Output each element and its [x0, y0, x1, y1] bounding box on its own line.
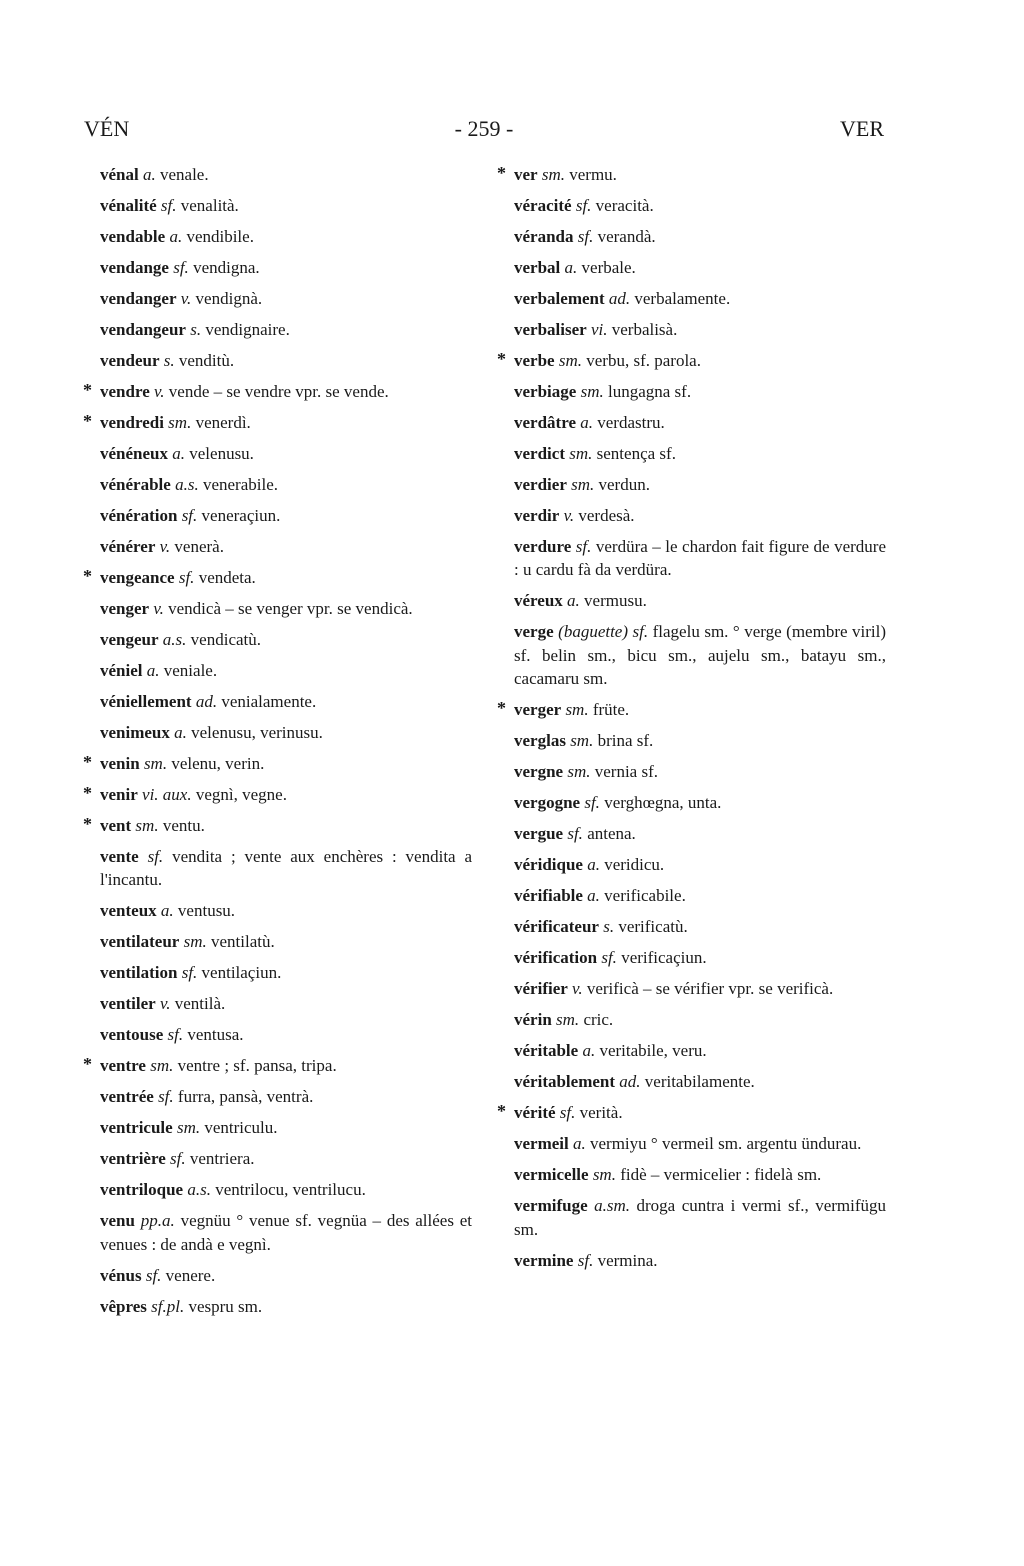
grammar-label: a.	[172, 444, 185, 463]
definition: brina sf.	[597, 731, 654, 751]
definition: furra, pansà, ventrà.	[177, 1087, 314, 1107]
definition: ventriculu.	[204, 1118, 278, 1138]
grammar-label: v.	[563, 506, 575, 525]
dictionary-entry	[514, 225, 886, 248]
grammar-label: sf.	[160, 196, 177, 215]
grammar-label: sf.	[601, 948, 617, 968]
grammar-label: sm.	[558, 351, 582, 370]
grammar-label: v.	[180, 289, 192, 308]
frequent-word-marker: *	[83, 411, 92, 431]
definition: venerabile.	[202, 475, 278, 494]
headword: venteux	[100, 901, 157, 921]
grammar-label: sm.	[592, 1165, 616, 1185]
headword: véritablement	[514, 1072, 616, 1092]
definition: fidè – vermicelier : fidelà sm.	[620, 1165, 822, 1185]
dictionary-entry	[100, 256, 472, 279]
dictionary-entry	[514, 620, 886, 690]
dictionary-entry	[100, 721, 472, 744]
dictionary-entry	[514, 1132, 886, 1155]
dictionary-entry	[100, 1264, 472, 1287]
definition: veneraçiun.	[201, 506, 281, 525]
headword: vermeil	[514, 1134, 569, 1154]
definition: veracità.	[595, 196, 654, 215]
grammar-label: s.	[603, 917, 615, 937]
grammar-label: a.	[564, 258, 578, 277]
definition: vendicà – se venger vpr. se vendicà.	[168, 599, 413, 618]
definition: flagelu sm. ° verge (membre viril) sf. belin sm., bicu sm., aujelu sm., batayu sm., cacamaru sm.	[514, 622, 887, 689]
definition: verbale.	[581, 258, 636, 277]
headword: verbal	[514, 258, 561, 277]
definition: antena.	[587, 824, 636, 844]
headword: vérificateur	[514, 917, 599, 937]
frequent-word-marker: *	[497, 1101, 506, 1122]
definition: ventilatù.	[210, 932, 275, 952]
headword: venimeux	[100, 723, 170, 742]
grammar-label: (baguette) sf.	[558, 622, 649, 642]
definition: vermusu.	[584, 591, 647, 611]
dictionary-entry	[514, 1194, 886, 1241]
grammar-label: sm.	[176, 1118, 201, 1138]
dictionary-entry	[514, 411, 886, 434]
dictionary-entry	[514, 1163, 886, 1186]
definition: verificà – se vérifier vpr. se verificà.	[586, 979, 834, 999]
headword: ventouse	[100, 1025, 164, 1045]
grammar-label: s.	[190, 320, 202, 339]
definition: cric.	[583, 1010, 614, 1030]
headword: vénérer	[100, 537, 156, 556]
dictionary-entry	[100, 845, 472, 892]
dictionary-entry	[514, 256, 886, 279]
frequent-word-marker: *	[497, 163, 506, 183]
headword: vendre	[100, 382, 150, 401]
grammar-label: sm.	[168, 413, 192, 432]
definition: verificabile.	[604, 886, 686, 906]
dictionary-entry	[83, 814, 472, 837]
headword: vermine	[514, 1250, 574, 1270]
frequent-word-marker: *	[497, 349, 506, 369]
grammar-label: s.	[163, 351, 175, 370]
dictionary-entry	[100, 163, 472, 186]
grammar-label: a.s.	[187, 1180, 211, 1200]
dictionary-entry	[100, 659, 472, 682]
headword: vent	[100, 816, 132, 835]
definition: verdun.	[598, 475, 650, 494]
grammar-label: sm.	[569, 444, 593, 463]
dictionary-entry	[514, 853, 886, 876]
grammar-label: sf.	[158, 1087, 174, 1107]
definition: ventilaçiun.	[201, 963, 282, 983]
grammar-label: sf.	[181, 506, 198, 525]
grammar-label: sf.	[178, 568, 195, 587]
definition: velenusu, verinusu.	[191, 723, 323, 742]
grammar-label: a.	[587, 855, 600, 875]
definition: vendita ; vente aux enchères : vendita a l'incantu.	[100, 847, 473, 890]
headword: vénus	[100, 1265, 142, 1285]
definition: vegnì, vegne.	[195, 785, 287, 804]
grammar-label: sm.	[541, 165, 565, 184]
definition: vermu.	[569, 165, 617, 184]
dictionary-entry	[514, 473, 886, 496]
definition: verdüra – le chardon fait figure de verdure : u cardu fà da verdüra.	[514, 537, 887, 580]
grammar-label: sf.	[584, 793, 600, 813]
frequent-word-marker: *	[497, 698, 506, 719]
dictionary-entry	[100, 473, 472, 496]
headword: ventilation	[100, 963, 178, 983]
definition: ventre ; sf. pansa, tripa.	[177, 1056, 337, 1076]
dictionary-entry	[100, 1147, 472, 1170]
definition: velenu, verin.	[171, 754, 265, 773]
grammar-label: ad.	[195, 692, 218, 711]
headword: verdict	[514, 444, 565, 463]
headword: vergue	[514, 824, 564, 844]
grammar-label: sm.	[567, 762, 591, 782]
dictionary-entry	[100, 899, 472, 922]
definition: vende – se vendre vpr. se vende.	[168, 382, 389, 401]
headword: véranda	[514, 227, 574, 246]
definition: vendeta.	[198, 568, 256, 587]
dictionary-entry	[100, 349, 472, 372]
dictionary-entry	[100, 690, 472, 713]
headword: verbaliser	[514, 320, 587, 339]
headword: ventiler	[100, 994, 156, 1014]
dictionary-entry	[100, 628, 472, 651]
headword: ventrière	[100, 1149, 166, 1169]
definition: verdesà.	[578, 506, 635, 525]
dictionary-entry	[514, 977, 886, 1000]
definition: venale.	[159, 165, 209, 184]
dictionary-entry	[83, 1054, 472, 1077]
definition: vendignaire.	[205, 320, 290, 339]
definition: ventu.	[162, 816, 205, 835]
grammar-label: sm.	[556, 1010, 580, 1030]
headword: vermicelle	[514, 1165, 589, 1185]
definition: verità.	[579, 1103, 623, 1123]
dictionary-entry	[100, 287, 472, 310]
definition: vendignà.	[195, 289, 263, 308]
dictionary-entry	[514, 194, 886, 217]
dictionary-entry	[83, 380, 472, 403]
headword: venu	[100, 1211, 135, 1231]
dictionary-entry	[100, 1023, 472, 1046]
headword: vérité	[514, 1103, 556, 1123]
definition: vegnüu ° venue sf. vegnüa – des allées et venues : de andà e vegnì.	[100, 1211, 473, 1254]
left-column	[83, 163, 473, 1326]
frequent-word-marker: *	[83, 1054, 92, 1075]
grammar-label: a.	[567, 591, 580, 611]
headword: vendanger	[100, 289, 177, 308]
definition: ventrilocu, ventrilucu.	[215, 1180, 366, 1200]
frequent-word-marker: *	[83, 380, 92, 400]
headword: venger	[100, 599, 150, 618]
frequent-word-marker: *	[83, 814, 92, 834]
headword: ventrée	[100, 1087, 154, 1107]
definition: verbalisà.	[611, 320, 678, 339]
dictionary-entry	[100, 992, 472, 1015]
headword: vendangeur	[100, 320, 186, 339]
dictionary-entry	[100, 1116, 472, 1139]
grammar-label: sf.	[577, 1250, 594, 1270]
headword: vénérable	[100, 475, 171, 494]
grammar-label: sf.	[147, 847, 164, 866]
dictionary-entry	[100, 318, 472, 341]
headword: ventilateur	[100, 932, 180, 952]
grammar-label: sf.	[575, 196, 592, 215]
headword: vendange	[100, 258, 169, 277]
grammar-label: sm.	[183, 932, 207, 952]
grammar-label: a.	[174, 723, 187, 742]
grammar-label: v.	[572, 979, 583, 999]
headword: vérin	[514, 1010, 552, 1030]
dictionary-entry	[514, 1008, 886, 1031]
dictionary-entry	[100, 442, 472, 465]
headword: verbiage	[514, 382, 577, 401]
grammar-label: ad.	[608, 289, 631, 308]
right-column	[497, 163, 887, 1280]
definition: verificaçiun.	[621, 948, 707, 968]
headword: véridique	[514, 855, 583, 875]
definition: ventriera.	[189, 1149, 255, 1169]
definition: venerdì.	[195, 413, 251, 432]
dictionary-entry	[514, 1249, 886, 1272]
grammar-label: sf.	[181, 963, 198, 983]
headword: verdure	[514, 537, 572, 556]
headword: ver	[514, 165, 538, 184]
grammar-label: pp.a.	[140, 1211, 175, 1231]
dictionary-entry	[514, 287, 886, 310]
dictionary-entry	[514, 318, 886, 341]
grammar-label: v.	[154, 382, 165, 401]
header-right-guide-word: VER	[840, 116, 884, 141]
dictionary-entry	[100, 597, 472, 620]
dictionary-entry	[100, 504, 472, 527]
dictionary-entry	[514, 504, 886, 527]
grammar-label: sm.	[143, 754, 168, 773]
dictionary-entry	[514, 729, 886, 752]
grammar-label: v.	[159, 537, 171, 556]
headword: vermifuge	[514, 1196, 588, 1216]
headword: ventre	[100, 1056, 146, 1076]
dictionary-entry	[83, 752, 472, 775]
grammar-label: sf.	[567, 824, 583, 844]
headword: ventricule	[100, 1118, 173, 1138]
dictionary-entry	[514, 380, 886, 403]
grammar-label: sm.	[580, 382, 604, 401]
grammar-label: a.	[587, 886, 600, 906]
dictionary-entry	[497, 349, 886, 372]
headword: vénal	[100, 165, 139, 184]
headword: vengeance	[100, 568, 175, 587]
definition: venditù.	[178, 351, 235, 370]
headword: verdir	[514, 506, 560, 525]
definition: verandà.	[597, 227, 656, 246]
definition: vendibile.	[186, 227, 254, 246]
definition: sentença sf.	[596, 444, 676, 463]
grammar-label: sf.	[577, 227, 594, 246]
grammar-label: a.sm.	[594, 1196, 631, 1216]
dictionary-entry	[100, 225, 472, 248]
definition: verificatù.	[618, 917, 688, 937]
grammar-label: sm.	[565, 700, 589, 720]
headword: vergogne	[514, 793, 581, 813]
grammar-label: sm.	[571, 475, 595, 494]
headword: vénéneux	[100, 444, 168, 463]
grammar-label: sf.	[170, 1149, 186, 1169]
headword: véniel	[100, 661, 143, 680]
definition: verdastru.	[597, 413, 665, 432]
definition: ventusu.	[177, 901, 236, 921]
headword: vente	[100, 847, 139, 866]
headword: vendable	[100, 227, 166, 246]
grammar-label: sf.	[145, 1265, 162, 1285]
definition: verbu, sf. parola.	[586, 351, 701, 370]
definition: lungagna sf.	[607, 382, 692, 401]
definition: veniale.	[163, 661, 218, 680]
headword: véniellement	[100, 692, 192, 711]
headword: verger	[514, 700, 562, 720]
grammar-label: vi. aux.	[142, 785, 192, 804]
grammar-label: vi.	[590, 320, 608, 339]
definition: vespru sm.	[188, 1296, 263, 1316]
headword: vergne	[514, 762, 564, 782]
frequent-word-marker: *	[83, 783, 92, 803]
grammar-label: a.	[142, 165, 156, 184]
definition: venere.	[165, 1265, 216, 1285]
grammar-label: a.	[146, 661, 160, 680]
headword: véreux	[514, 591, 563, 611]
dictionary-entry	[514, 1039, 886, 1062]
headword: verbalement	[514, 289, 605, 308]
headword: vérifier	[514, 979, 568, 999]
frequent-word-marker: *	[83, 566, 92, 586]
dictionary-entry	[100, 1178, 472, 1201]
dictionary-entry	[514, 915, 886, 938]
frequent-word-marker: *	[83, 752, 92, 772]
headword: vengeur	[100, 630, 159, 649]
dictionary-entry	[100, 930, 472, 953]
grammar-label: a.	[580, 413, 593, 432]
dictionary-entry	[514, 1070, 886, 1093]
page-number: - 259 -	[454, 116, 514, 141]
definition: früte.	[592, 700, 630, 720]
headword: vérifiable	[514, 886, 583, 906]
grammar-label: sf.	[167, 1025, 184, 1045]
definition: venialamente.	[221, 692, 317, 711]
definition: ventilà.	[174, 994, 226, 1014]
definition: vermina.	[597, 1250, 658, 1270]
headword: ventriloque	[100, 1180, 184, 1200]
dictionary-entry	[100, 535, 472, 558]
grammar-label: sf.pl.	[151, 1296, 185, 1316]
grammar-label: a.s.	[162, 630, 187, 649]
headword: verdier	[514, 475, 567, 494]
definition: veridicu.	[604, 855, 665, 875]
dictionary-entry	[514, 760, 886, 783]
dictionary-entry	[514, 946, 886, 969]
dictionary-entry	[83, 783, 472, 806]
headword: verge	[514, 622, 554, 642]
headword: verdâtre	[514, 413, 576, 432]
headword: vendredi	[100, 413, 164, 432]
headword: vérification	[514, 948, 598, 968]
grammar-label: sf.	[173, 258, 189, 277]
definition: vendigna.	[193, 258, 260, 277]
definition: vermiyu ° vermeil sm. argentu ündurau.	[590, 1134, 862, 1154]
dictionary-entry	[514, 822, 886, 845]
headword: vénalité	[100, 196, 157, 215]
grammar-label: sm.	[570, 731, 594, 751]
dictionary-entry	[83, 411, 472, 434]
dictionary-entry	[514, 442, 886, 465]
grammar-label: a.	[573, 1134, 586, 1154]
definition: droga cuntra i vermi sf., vermifügu sm.	[514, 1196, 887, 1239]
dictionary-entry	[100, 961, 472, 984]
dictionary-entry	[514, 535, 886, 582]
headword: vendeur	[100, 351, 160, 370]
dictionary-entry	[100, 1085, 472, 1108]
definition: veritabile, veru.	[599, 1041, 707, 1061]
dictionary-entry	[514, 589, 886, 612]
headword: verbe	[514, 351, 555, 370]
grammar-label: sf.	[575, 537, 592, 556]
grammar-label: a.	[160, 901, 174, 921]
headword: venin	[100, 754, 140, 773]
definition: veritabilamente.	[644, 1072, 755, 1092]
dictionary-entry	[100, 194, 472, 217]
dictionary-entry	[514, 791, 886, 814]
page-header	[84, 116, 884, 146]
dictionary-entry	[497, 698, 886, 721]
definition: verbalamente.	[634, 289, 731, 308]
definition: velenusu.	[189, 444, 254, 463]
grammar-label: a.	[169, 227, 183, 246]
headword: véracité	[514, 196, 572, 215]
definition: ventusa.	[187, 1025, 244, 1045]
grammar-label: sf.	[559, 1103, 576, 1123]
headword: verglas	[514, 731, 566, 751]
headword: véritable	[514, 1041, 579, 1061]
grammar-label: sm.	[150, 1056, 174, 1076]
headword: venir	[100, 785, 138, 804]
definition: vendicatù.	[190, 630, 262, 649]
grammar-label: v.	[153, 599, 164, 618]
grammar-label: ad.	[619, 1072, 641, 1092]
dictionary-entry	[497, 163, 886, 186]
header-left-guide-word: VÉN	[84, 116, 130, 141]
headword: vêpres	[100, 1296, 147, 1316]
dictionary-entry	[514, 884, 886, 907]
definition: venalità.	[180, 196, 239, 215]
dictionary-entry	[100, 1209, 472, 1256]
dictionary-entry	[497, 1101, 886, 1124]
definition: venerà.	[174, 537, 224, 556]
dictionary-entry	[83, 566, 472, 589]
grammar-label: sm.	[135, 816, 159, 835]
definition: verghœgna, unta.	[604, 793, 722, 813]
headword: vénération	[100, 506, 178, 525]
grammar-label: v.	[159, 994, 171, 1014]
dictionary-entry	[100, 1295, 472, 1318]
definition: vernia sf.	[594, 762, 659, 782]
grammar-label: a.	[582, 1041, 596, 1061]
grammar-label: a.s.	[175, 475, 199, 494]
